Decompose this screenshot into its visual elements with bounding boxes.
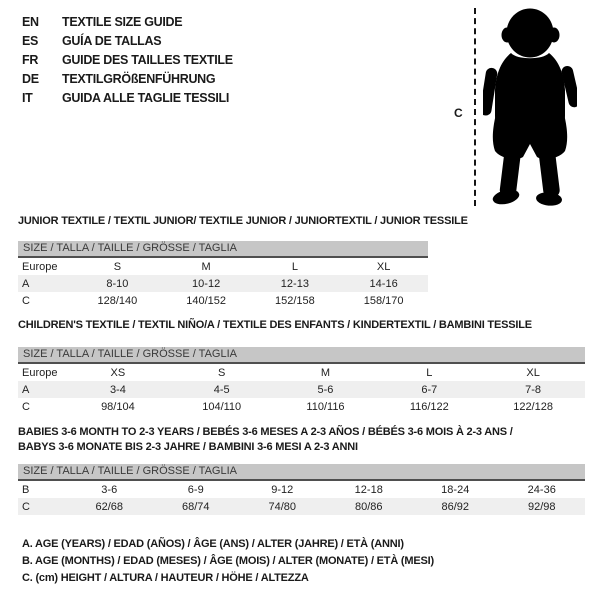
age-cell: 8-10 <box>106 277 129 290</box>
baby-figure <box>452 6 584 214</box>
age-cell: 12-18 <box>354 483 383 496</box>
size-cell: S <box>113 260 122 273</box>
height-cell: 80/86 <box>354 500 383 513</box>
height-cell: 98/104 <box>101 400 135 413</box>
language-row <box>22 51 233 70</box>
size-cell: XL <box>376 260 391 273</box>
language-code: IT <box>22 91 33 105</box>
children-table-section <box>18 318 585 415</box>
size-cell: S <box>218 366 226 379</box>
age-cell: 10-12 <box>192 277 221 290</box>
language-code: ES <box>22 34 39 48</box>
height-cell: 152/158 <box>274 294 315 307</box>
age-cell: 4-5 <box>213 383 230 396</box>
junior-size-table <box>18 258 428 309</box>
height-cell: 122/128 <box>513 400 553 413</box>
table-row <box>18 292 428 309</box>
size-cell: XS <box>110 366 126 379</box>
row-label-cell: A <box>22 383 30 396</box>
language-label: GUÍA DE TALLAS <box>62 34 162 48</box>
language-row <box>22 32 233 51</box>
row-label-cell: A <box>22 277 30 290</box>
age-cell: 3-6 <box>101 483 118 496</box>
babies-table-title-line2: BABYS 3-6 MONATE BIS 2-3 JAHRE / BAMBINI 3-6 MESI A 2-3 ANNI <box>18 441 358 453</box>
language-code: DE <box>22 72 39 86</box>
children-size-table <box>18 364 585 415</box>
height-cell: 128/140 <box>97 294 138 307</box>
language-row <box>22 13 233 32</box>
height-cell: 104/110 <box>202 400 242 413</box>
baby-silhouette-icon <box>483 8 577 208</box>
junior-table-title: JUNIOR TEXTILE / TEXTIL JUNIOR/ TEXTILE JUNIOR / JUNIORTEXTIL / JUNIOR TESSILE <box>18 215 468 227</box>
height-cell: 116/122 <box>409 400 449 413</box>
language-code: FR <box>22 53 39 67</box>
age-cell: 12-13 <box>280 277 309 290</box>
age-cell: 24-36 <box>527 483 556 496</box>
language-label: GUIDA ALLE TAGLIE TESSILI <box>62 91 230 105</box>
height-cell: 68/74 <box>181 500 210 513</box>
height-measure-dashed-line <box>474 8 476 206</box>
row-label-cell: C <box>22 500 30 513</box>
table-row <box>18 381 585 398</box>
table-row <box>18 398 585 415</box>
measure-c-label: C <box>454 106 463 120</box>
babies-table-title-line1: BABIES 3-6 MONTH TO 2-3 YEARS / BEBÉS 3-6 MESES A 2-3 AÑOS / BÉBÉS 3-6 MOIS À 2-3 ANS / <box>18 426 513 438</box>
age-cell: 6-7 <box>421 383 438 396</box>
age-cell: 14-16 <box>369 277 398 290</box>
children-table-title: CHILDREN'S TEXTILE / TEXTIL NIÑO/A / TEXTILE DES ENFANTS / KINDERTEXTIL / BAMBINI TESSILE <box>18 319 532 331</box>
children-size-header-bar: SIZE / TALLA / TAILLE / GRÖSSE / TAGLIA <box>18 347 585 364</box>
size-cell: L <box>291 260 298 273</box>
table-row <box>18 258 428 275</box>
language-label: GUIDE DES TAILLES TEXTILE <box>62 53 233 67</box>
language-row <box>22 89 233 108</box>
footnote-a: A. AGE (YEARS) / EDAD (AÑOS) / ÂGE (ANS) / ALTER (JAHRE) / ETÀ (ANNI) <box>22 538 404 550</box>
language-code: EN <box>22 15 39 29</box>
table-row <box>18 364 585 381</box>
age-cell: 18-24 <box>441 483 470 496</box>
language-header <box>22 13 233 108</box>
footnote-c: C. (cm) HEIGHT / ALTURA / HAUTEUR / HÖHE / ALTEZZA <box>22 572 309 584</box>
age-cell: 9-12 <box>271 483 294 496</box>
table-row <box>18 498 585 515</box>
row-label-cell: C <box>22 294 30 307</box>
age-cell: 6-9 <box>187 483 204 496</box>
age-cell: 5-6 <box>317 383 334 396</box>
row-label-cell: C <box>22 400 30 413</box>
row-label-cell: B <box>22 483 30 496</box>
height-cell: 140/152 <box>186 294 226 307</box>
size-cell: M <box>320 366 331 379</box>
junior-size-header-bar: SIZE / TALLA / TAILLE / GRÖSSE / TAGLIA <box>18 241 428 258</box>
junior-table-section <box>18 214 468 309</box>
footnote-b: B. AGE (MONTHS) / EDAD (MESES) / ÂGE (MOIS) / ALTER (MONATE) / ETÀ (MESI) <box>22 555 434 567</box>
legend-footnotes <box>22 536 434 587</box>
language-label: TEXTILE SIZE GUIDE <box>62 15 183 29</box>
language-label: TEXTILGRÖßENFÜHRUNG <box>62 72 216 86</box>
height-cell: 92/98 <box>527 500 556 513</box>
babies-size-header-bar: SIZE / TALLA / TAILLE / GRÖSSE / TAGLIA <box>18 464 585 481</box>
age-cell: 3-4 <box>109 383 126 396</box>
row-label-cell: Europe <box>22 366 58 379</box>
table-row <box>18 481 585 498</box>
height-cell: 110/116 <box>306 400 345 413</box>
age-cell: 7-8 <box>525 383 542 396</box>
height-cell: 158/170 <box>363 294 404 307</box>
height-cell: 86/92 <box>441 500 470 513</box>
height-cell: 62/68 <box>95 500 124 513</box>
babies-size-table <box>18 481 585 515</box>
language-row <box>22 70 233 89</box>
size-cell: L <box>426 366 433 379</box>
babies-table-section <box>18 425 585 515</box>
table-row <box>18 275 428 292</box>
size-cell: XL <box>526 366 540 379</box>
row-label-cell: Europe <box>22 260 58 273</box>
height-cell: 74/80 <box>268 500 297 513</box>
size-cell: M <box>201 260 211 273</box>
